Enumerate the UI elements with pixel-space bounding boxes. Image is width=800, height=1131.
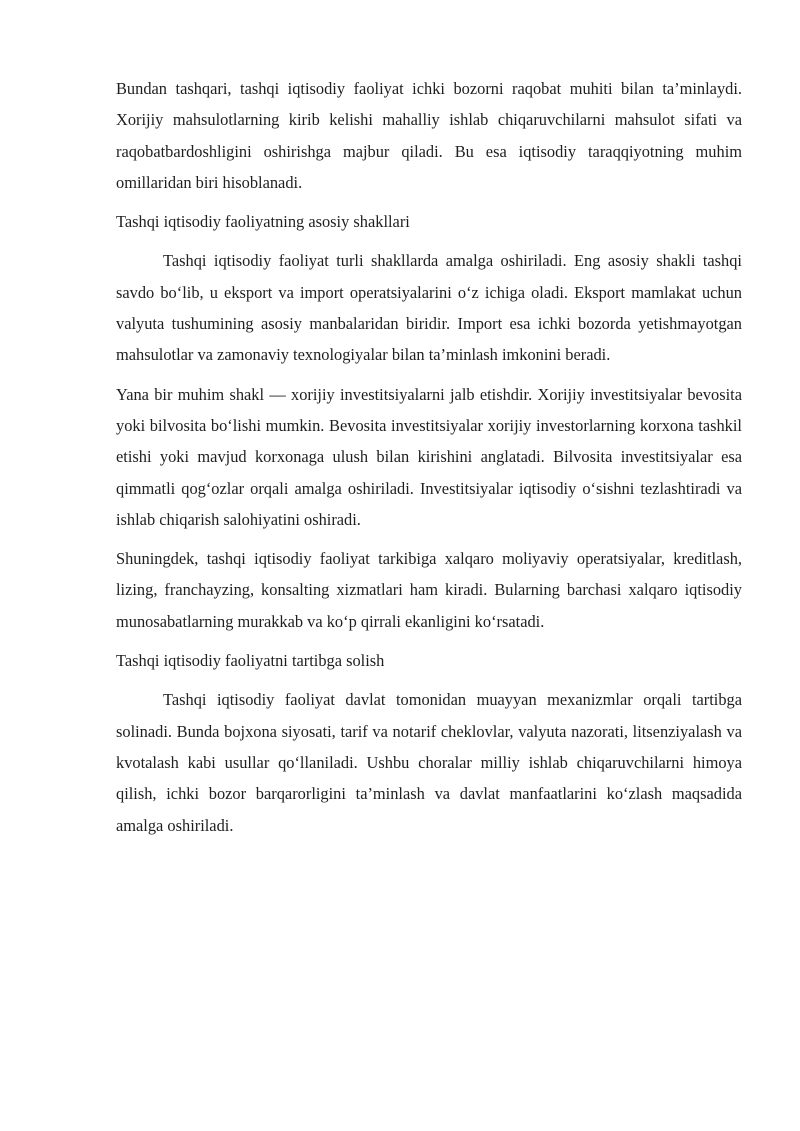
paragraph-intro: Bundan tashqari, tashqi iqtisodiy faoliyat ichki bozorni raqobat muhiti bilan ta’minlaydi. Xorijiy mahsulotlarning kirib kelishi mahalliy ishlab chiqaruvchilarni mahsulot sifati va raqobatbardoshligini oshirishga majbur qiladi. Bu esa iqtisodiy taraqqiyotning muhim omillaridan biri hisoblanadi. [116,79,742,192]
section-heading-regulation: Tashqi iqtisodiy faoliyatni tartibga solish [116,651,385,671]
paragraph-financial-operations: Shuningdek, tashqi iqtisodiy faoliyat tarkibiga xalqaro moliyaviy operatsiyalar, kreditlash, lizing, franchayzing, konsalting xizmatlari ham kiradi. Bularning barchasi xalqaro iqtisodiy munosabatlarning murakkab va ko‘p qirrali ekanligini ko‘rsatadi. [116,549,742,631]
paragraph-regulation: Tashqi iqtisodiy faoliyat davlat tomonidan muayyan mexanizmlar orqali tartibga solinadi. Bunda bojxona siyosati, tarif va notarif cheklovlar, valyuta nazorati, litsenziyalash va kvotalash kabi usullar qo‘llaniladi. Ushbu choralar milliy ishlab chiqaruvchilarni himoya qilish, ichki bozor barqarorligini ta’minlash va davlat manfaatlarini ko‘zlash maqsadida amalga oshiriladi. [116,690,742,835]
paragraph-foreign-trade: Tashqi iqtisodiy faoliyat turli shakllarda amalga oshiriladi. Eng asosiy shakli tashqi savdo bo‘lib, u eksport va import operatsiyalarini o‘z ichiga oladi. Eksport mamlakat uchun valyuta tushumining asosiy manbalaridan biridir. Import esa ichki bozorda yetishmayotgan mahsulotlar va zamonaviy texnologiyalar bilan ta’minlash imkonini beradi. [116,251,742,365]
paragraph-investments: Yana bir muhim shakl — xorijiy investitsiyalarni jalb etishdir. Xorijiy investitsiyalar bevosita yoki bilvosita bo‘lishi mumkin. Bevosita investitsiyalar xorijiy investorlarning korxona tashkil etishi yoki mavjud korxonaga ulush bilan kirishini anglatadi. Bilvosita investitsiyalar esa qimmatli qog‘ozlar orqali amalga oshiriladi. Investitsiyalar iqtisodiy o‘sishni tezlashtiradi va ishlab chiqarish salohiyatini oshiradi. [116,384,742,529]
section-heading-forms: Tashqi iqtisodiy faoliyatning asosiy shakllari [116,212,410,232]
document-page [116,73,742,849]
